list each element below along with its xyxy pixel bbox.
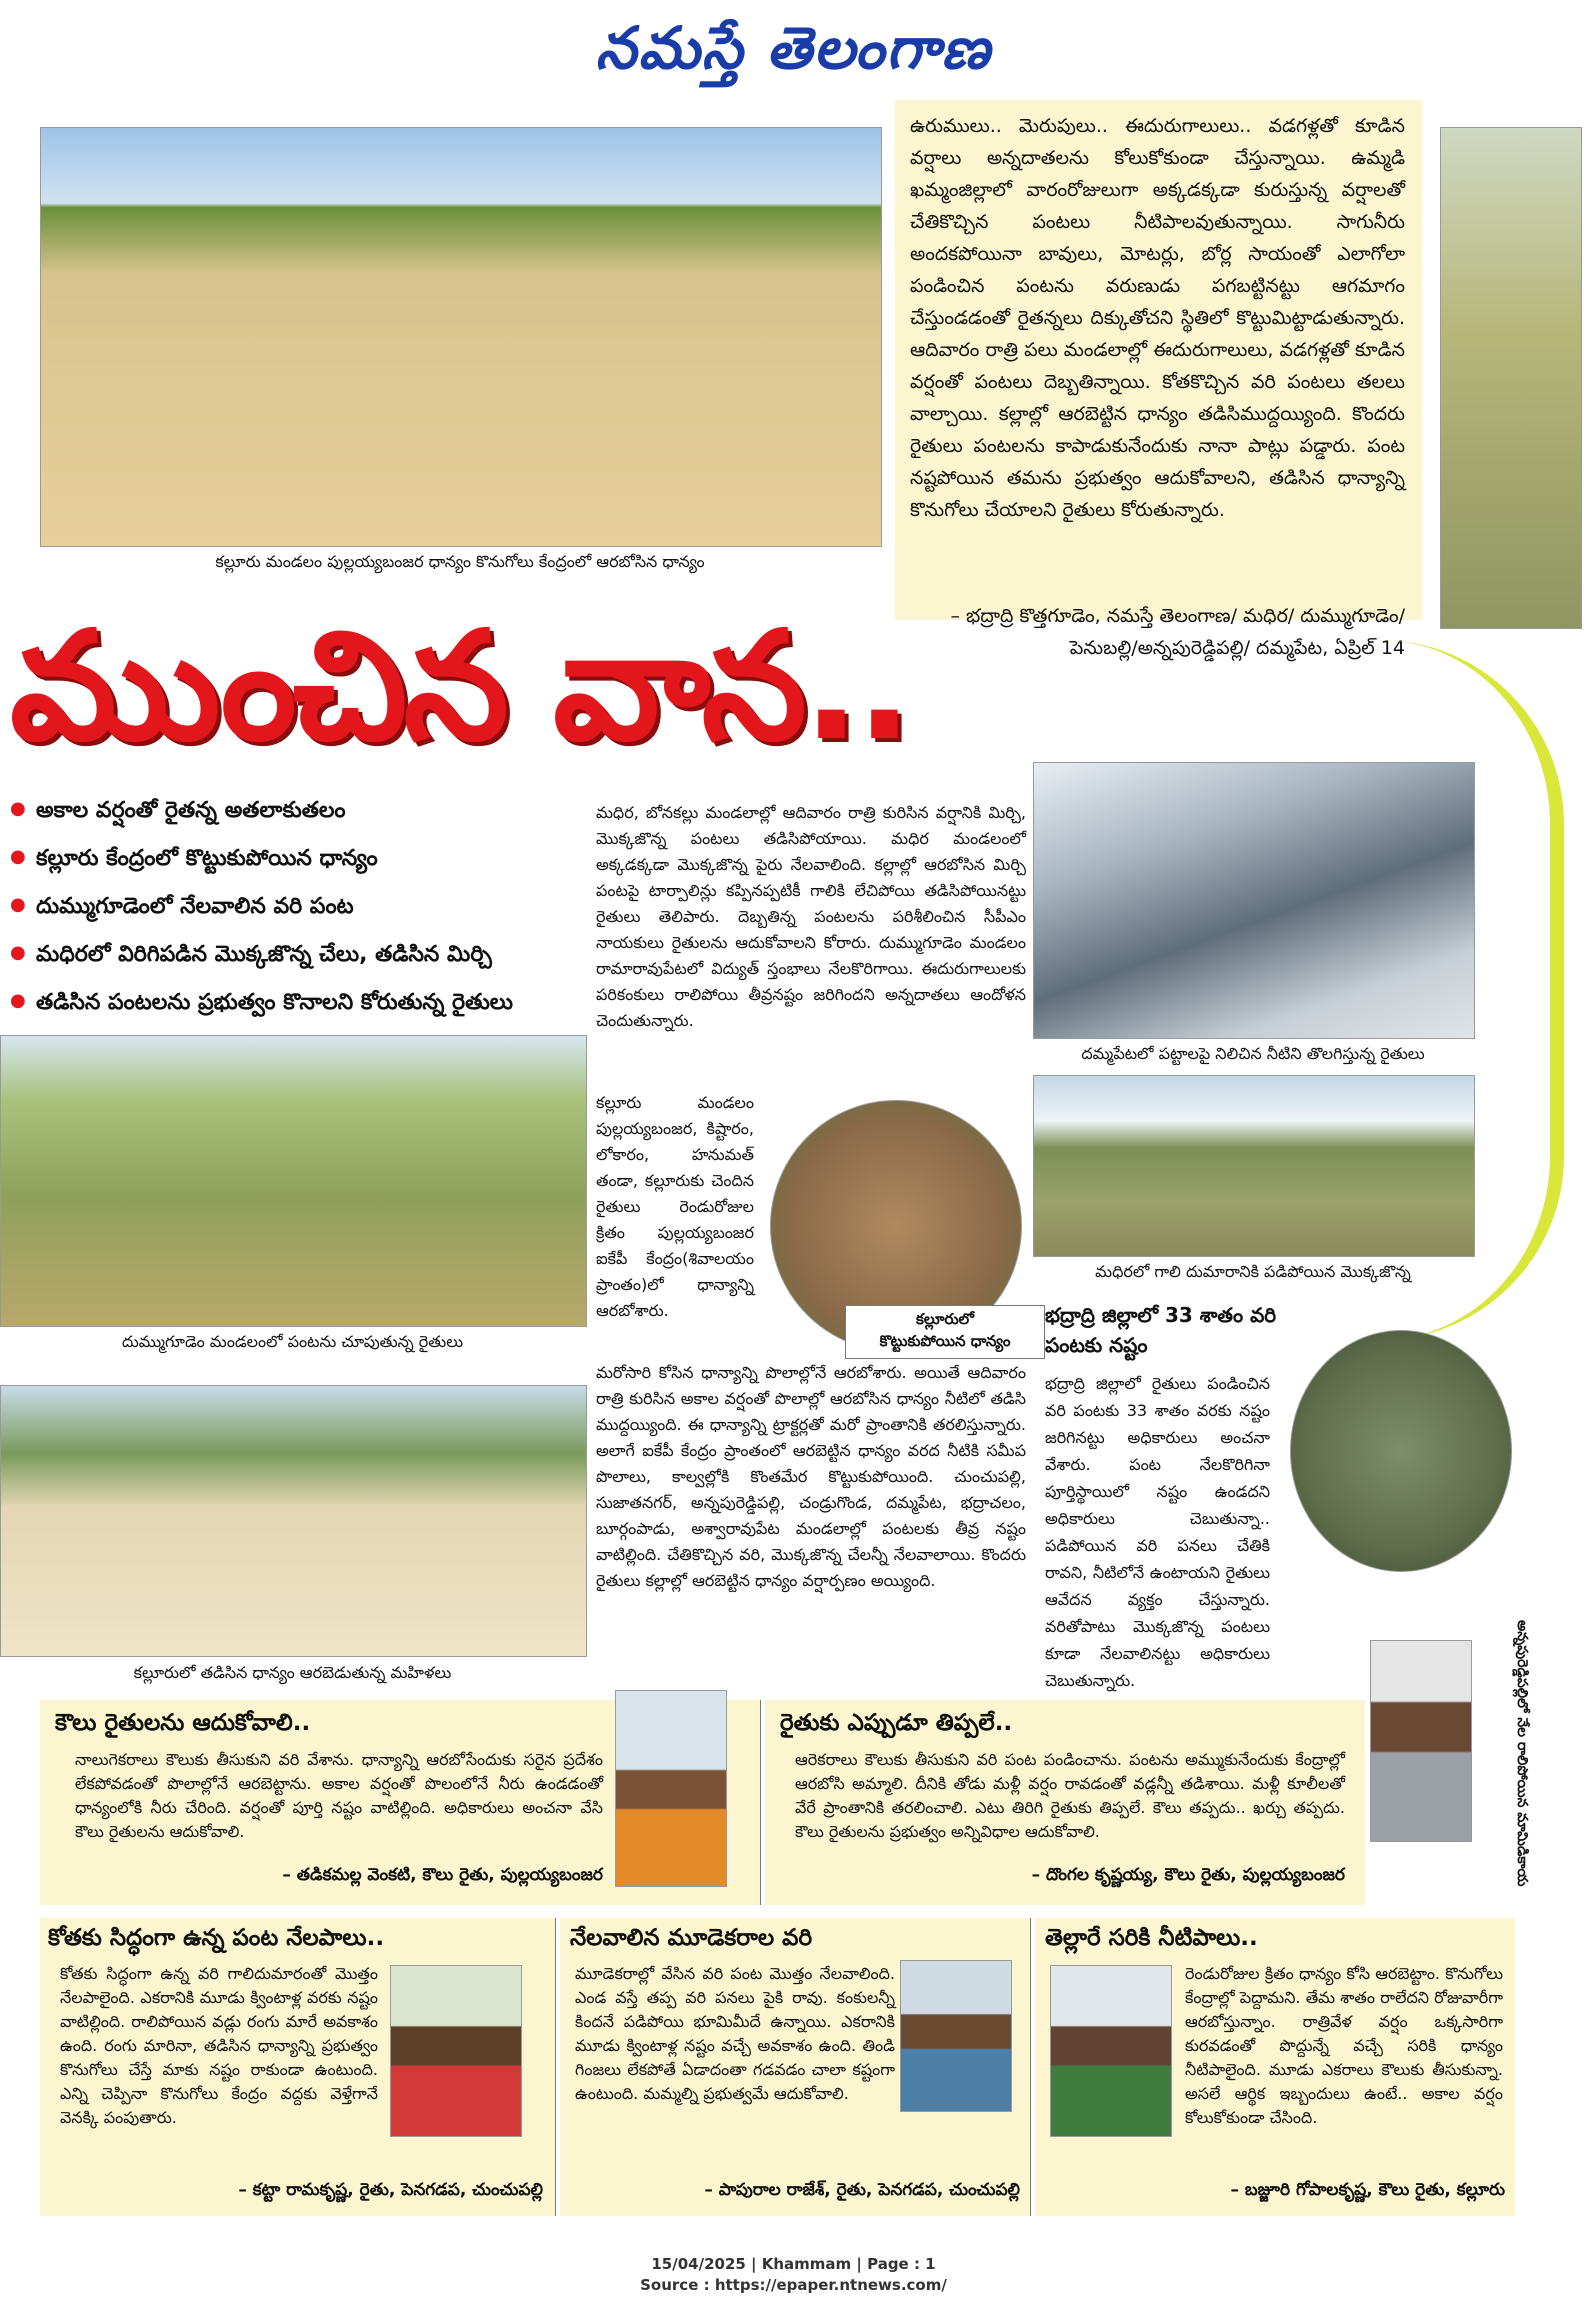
center-story-p1: మధిర, బోనకల్లు మండలాల్లో ఆదివారం రాత్రి కురిసిన వర్షానికి మిర్చి, మొక్కజొన్న పంటలు తడిసిపోయాయి. మధిర మండలంలో అక్కడక్కడా మొక్కజొన్న పైరు నేలవాలింది. కల్లాల్లో ఆరబోసిన మిర్చి పంటపై టార్పాలిన్లు కప్పినప్పటికీ గాలికి లేచిపోయి తడిసిపోయినట్టు రైతులు తెలిపారు. దెబ్బతిన్న పంటలను పరిశీలించిన సీపీఎం నాయకులు రైతులను ఆదుకోవాలని కోరారు. దుమ్ముగూడెం మండలం రామారావుపేటలో విద్యుత్ స్తంభాలు నేలకొరిగాయి. ఈదురుగాలులకు పరికంకులు రాలిపోయి తీవ్రనష్టం జరిగిందని అన్నదాతలు ఆందోళన చెందుతున్నారు. [596,803,1026,1030]
key-point: ● తడిసిన పంటలను ప్రభుత్వం కొనాలని కోరుతున్న రైతులు [10,990,590,1020]
bhadradri-text: భద్రాద్రి జిల్లాలో రైతులు పండించిన వరి పంటకు 33 శాతం వరకు నష్టం జరిగినట్టు అధికారులు అంచనా వేశారు. పంట నేలకొరిగినా పూర్తిస్థాయిలో నష్టం ఉండదని అధికారులు చెబుతున్నా.. పడిపోయిన వరి పనలు చేతికి రావని, నీటిలోనే ఉంటాయని రైతులు ఆవేదన వ్యక్తం చేస్తున్నారు. వరితోపాటు మొక్కజొన్న పంటలు కూడా నేలవాలినట్టు అధికారులు చెబుతున్నారు. [1045,1374,1270,1690]
dammapeta-photo [1033,762,1475,1039]
quote-box-1-byline: – తడికమల్ల వెంకటి, కౌలు రైతు, పుల్లయ్యబంజర [282,1865,603,1885]
side-vertical-caption [1475,1620,1535,1900]
footer-date-edition: 15/04/2025 | Khammam | Page : 1 [651,2255,936,2273]
masthead [0,0,1587,100]
top-photo [40,127,882,547]
quote-box-4-portrait [900,1960,1012,2112]
key-points [10,798,590,1038]
quote-box-2-byline: – దొంగల కృష్ణయ్య, కౌలు రైతు, పుల్లయ్యబంజర [1031,1865,1345,1885]
headline: ముంచిన వాన.. [10,600,909,774]
quote-box-2-text: ఆరెకరాలు కౌలుకు తీసుకుని వరి పంట పండించాను. పంటను అమ్ముకునేందుకు కేంద్రాల్లో ఆరబోసి అమ్మాలి. దీనికి తోడు మళ్లీ వర్షం రావడంతో వడ్లన్నీ తడిశాయి. మళ్లీ కూలీలతో వేరే ప్రాంతానికి తరలించాలి. ఎటు తిరిగి రైతుకు తిప్పలే. కౌలు తప్పదు.. ఖర్చు తప్పదు. కౌలు రైతులను ప్రభుత్వం అన్నివిధాల ఆదుకోవాలి. [795,1750,1345,1841]
dammapeta-caption: దమ్మపేటలో పట్టాలపై నిలిచిన నీటిని తొలగిస్తున్న రైతులు [1081,1044,1425,1063]
quote-box-2-title: రైతుకు ఎప్పుడూ తిప్పలే.. [780,1710,1013,1736]
key-point: ● దుమ్ముగూడెంలో నేలవాలిన వరి పంట [10,894,590,924]
top-photo-caption: కల్లూరు మండలం పుల్లయ్యబంజర ధాన్యం కొనుగోలు కేంద్రంలో ఆరబోసిన ధాన్యం [215,552,705,571]
edge-photo [1440,127,1582,629]
madhira-maize-photo [1033,1075,1475,1257]
masthead-title: నమస్తే తెలంగాణ [595,14,992,82]
dummugudem-caption: దుమ్ముగూడెం మండలంలో పంటను చూపుతున్న రైతులు [121,1332,464,1351]
mango-farmer-photo [1370,1640,1472,1842]
key-point: ● మధిరలో విరిగిపడిన మొక్కజొన్న చేలు, తడిసిన మిర్చి [10,942,590,972]
center-story-p2: కల్లూరు మండలం పుల్లయ్యబంజర, కిష్టారం, లోకారం, హనుమత్ తండా, కల్లూరుకు చెందిన రైతులు రెండురోజుల క్రితం పుల్లయ్యబంజర ఐకేపీ కేంద్రం(శివాలయం ప్రాంతం)లో ధాన్యాన్ని ఆరబోశారు. [596,1093,754,1320]
quote-box-3-title: కోతకు సిద్ధంగా ఉన్న పంట నేలపాలు.. [48,1925,385,1951]
quote-box-1-text: నాలుగెకరాలు కౌలుకు తీసుకుని వరి వేశాను. ధాన్యాన్ని ఆరబోసేందుకు సరైన ప్రదేశం లేకపోవడంతో పొలాల్లోనే ఆరబెట్టాను. అకాల వర్షంతో పొలంలోనే నీరు ఉండడంతో ధాన్యంలోకి నీరు చేరింది. వర్షంతో పూర్తి నష్టం వాటిల్లింది. అధికారులు అంచనా వేసి కౌలు రైతులను ఆదుకోవాలి. [75,1750,603,1841]
footer-source: Source : https://epaper.ntnews.com/ [640,2276,947,2294]
quote-box-4-text: మూడెకరాల్లో వేసిన వరి పంట మొత్తం నేలవాలింది. ఎండ వస్తే తప్ప వరి పనలు పైకి రావు. కంకులన్నీ కిందనే పడిపోయి భూమిమీదే ఉన్నాయి. ఎకరానికి మూడు క్వింటాళ్ల నష్టం వచ్చే అవకాశం ఉంది. తిండి గింజలు లేకపోతే ఏడాదంతా గడవడం చాలా కష్టంగా ఉంటుంది. మమ్మల్ని ప్రభుత్వమే ఆదుకోవాలి. [575,1964,895,2103]
kallur-inset-caption-line2: కొట్టుకుపోయిన ధాన్యం [879,1332,1011,1350]
quote-box-3-text: కోతకు సిద్ధంగా ఉన్న వరి గాలిదుమారంతో మొత్తం నేలపాలైంది. ఎకరానికి మూడు క్వింటాళ్ల వరకు నష్టం వాటిల్లింది. రాలిపోయిన వడ్లు రంగు మారే అవకాశం ఉంది. రంగు మారినా, తడిసిన ధాన్యాన్ని ప్రభుత్వం కొనుగోలు చేస్తే మాకు నష్టం రాకుండా ఉంటుంది. ఎన్ని చెప్పినా కొనుగోలు కేంద్రం వద్దకు వెళ్తేగానే వెనక్కి పంపుతారు. [60,1964,378,2127]
top-story-text: ఉరుములు.. మెరుపులు.. ఈదురుగాలులు.. వడగళ్లతో కూడిన వర్షాలు అన్నదాతలను కోలుకోకుండా చేస్తున్నాయి. ఉమ్మడి ఖమ్మంజిల్లాలో వారంరోజులుగా అక్కడక్కడా కురుస్తున్న వర్షాలతో చేతికొచ్చిన పంటలు నీటిపాలవుతున్నాయి. సాగునీరు అందకపోయినా బావులు, మోటర్లు, బోర్ల సాయంతో ఎలాగోలా పండించిన పంటను వరుణుడు పగబట్టినట్టు ఆగమాగం చేస్తుండడంతో రైతన్నలు దిక్కుతోచని స్థితిలో కొట్టుమిట్టాడుతున్నారు. ఆదివారం రాత్రి పలు మండలాల్లో ఈదురుగాలులు, వడగళ్లతో కూడిన వర్షంతో పంటలు దెబ్బతిన్నాయి. కోతకొచ్చిన వరి పంటలు తలలు వాల్చాయి. కల్లాల్లో ఆరబెట్టిన ధాన్యం తడిసిముద్దయ్యింది. కొందరు రైతులు పంటలను కాపాడుకునేందుకు నానా పాట్లు పడ్డారు. పంట నష్టపోయిన తమను ప్రభుత్వం ఆదుకోవాలని, తడిసిన ధాన్యాన్ని కొనుగోలు చేయాలని రైతులు కోరుతున్నారు. [910,115,1405,521]
kallur-women-photo [0,1385,587,1657]
top-story-dateline: – భద్రాద్రి కొత్తగూడెం, నమస్తే తెలంగాణ/ మధిర/ దుమ్ముగూడెం/ పెనుబల్లి/అన్నపురెడ్డిపల్లి/ దమ్మపేట, ఏప్రిల్ 14 [950,605,1405,659]
side-vertical-caption-text: అన్నపురెడ్డిపల్లిలో నేల రాలిపోయిన మామిడికాయ [1514,1620,1530,1887]
quote-box-5-title: తెల్లారే సరికి నీటిపాలు.. [1045,1925,1258,1951]
quote-box-3-portrait [390,1965,522,2137]
key-point: ● అకాల వర్షంతో రైతన్న అతలాకుతలం [10,798,590,828]
quote-box-5-portrait [1050,1965,1172,2137]
quote-box-5-text: రెండురోజుల క్రితం ధాన్యం కోసి ఆరబెట్టాం. కొనుగోలు కేంద్రాల్లో పెద్దామని. తేమ శాతం రాలేదని రోజువారీగా ఆరబోస్తున్నాం. రాత్రివేళ వర్షం ఒక్కసారిగా కురవడంతో పొద్దున్నే వచ్చే సరికి ధాన్యం నీటిపాలైంది. మూడు ఎకరాలు కౌలుకు తీసుకున్నా. అసలే ఆర్థిక ఇబ్బందులు ఉంటే.. అకాల వర్షం కోలుకోకుండా చేసింది. [1185,1964,1503,2127]
quote-box-4-byline: – పాపురాల రాజేశ్, రైతు, పెనగడప, చుంచుపల్లి [704,2180,1020,2200]
center-story-p3: మరోసారి కోసిన ధాన్యాన్ని పొలాల్లోనే ఆరబోశారు. అయితే ఆదివారం రాత్రి కురిసిన అకాల వర్షంతో పొలాల్లో ఆరబోసిన ధాన్యం నీటిలో తడిసి ముద్దయ్యింది. ఈ ధాన్యాన్ని ట్రాక్టర్లతో మరో ప్రాంతానికి తరలిస్తున్నారు. అలాగే ఐకేపీ కేంద్రం ప్రాంతంలో ఆరబెట్టిన ధాన్యం వరద నీటికి సమీప పొలాలు, కాల్వల్లోకి కొంతమేర కొట్టుకుపోయింది. చుంచుపల్లి, సుజాతనగర్, అన్నపురెడ్డిపల్లి, చండ్రుగొండ, దమ్మపేట, భద్రాచలం, బూర్గంపాడు, అశ్వారావుపేట మండలాల్లో పంటలకు తీవ్ర నష్టం వాటిల్లింది. చేతికొచ్చిన వరి, మొక్కజొన్న చేలన్నీ నేలవాలాయి. కొందరు రైతులు కల్లాల్లో ఆరబెట్టిన ధాన్యం వర్షార్పణం అయ్యింది. [596,1363,1026,1590]
quote-box-4-title: నేలవాలిన మూడెకరాల వరి [570,1925,813,1951]
key-point: ● కల్లూరు కేంద్రంలో కొట్టుకుపోయిన ధాన్యం [10,846,590,876]
quote-box-3-byline: – కట్టా రామకృష్ణ, రైతు, పెనగడప, చుంచుపల్లి [238,2180,543,2200]
dummugudem-photo [0,1035,587,1327]
quote-box-1-portrait [615,1690,727,1887]
madhira-maize-caption: మధిరలో గాలి దుమారానికి పడిపోయిన మొక్కజొన్న [1095,1262,1411,1281]
kallur-inset-caption [845,1305,1045,1359]
kallur-inset-caption-line1: కల్లూరులో [915,1310,974,1328]
wet-crop-photo [1290,1330,1512,1572]
quote-box-1-title: కౌలు రైతులను ఆదుకోవాలి.. [55,1710,311,1736]
quote-box-5-byline: – బజ్జూరి గోపాలకృష్ణ, కౌలు రైతు, కల్లూరు [1230,2180,1505,2200]
bhadradri-title: భద్రాద్రి జిల్లాలో 33 శాతం వరి పంటకు నష్టం [1045,1303,1277,1357]
kallur-women-caption: కల్లూరులో తడిసిన ధాన్యం ఆరబెడుతున్న మహిళలు [133,1663,452,1682]
